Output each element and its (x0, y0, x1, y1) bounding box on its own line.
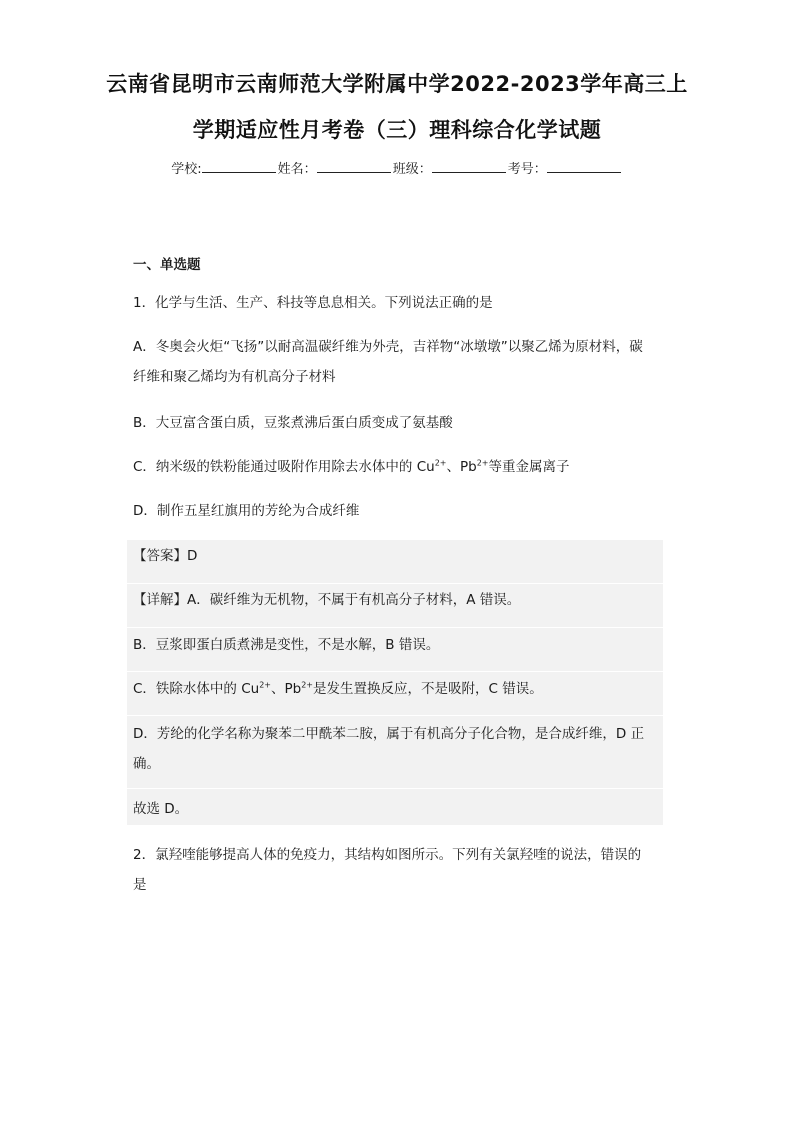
q1-option-c-sup1: 2+ (434, 458, 447, 468)
q2-stem-line1: 2．氯羟喹能够提高人体的免疫力，其结构如图所示。下列有关氯羟喹的说法，错误的 (133, 847, 642, 863)
school-label: 学校: (171, 162, 202, 177)
detail-c-sup2: 2+ (301, 680, 314, 690)
detail-b: B．豆浆即蛋白质煮沸是变性，不是水解，B 错误。 (133, 637, 440, 653)
class-label: 班级： (392, 162, 432, 177)
exam-title-line2: 学期适应性月考卷（三）理科综合化学试题 (192, 118, 602, 142)
q1-option-d: D．制作五星红旗用的芳纶为合成纤维 (133, 503, 360, 519)
name-blank[interactable] (317, 160, 391, 173)
detail-d-line1: D．芳纶的化学名称为聚苯二甲酰苯二胺，属于有机高分子化合物，是合成纤维，D 正 (133, 726, 645, 742)
q2-stem-line2: 是 (133, 877, 147, 893)
section-heading: 一、单选题 (133, 257, 201, 273)
q1-option-c-text2: 、Pb (446, 459, 477, 475)
answer-divider (127, 583, 663, 584)
detail-a: 【详解】A．碳纤维为无机物，不属于有机高分子材料，A 错误。 (133, 592, 521, 608)
q1-option-a-line2: 纤维和聚乙烯均为有机高分子材料 (133, 369, 336, 385)
q1-option-c (133, 452, 663, 482)
q1-option-c-text3: 等重金属离子 (488, 459, 570, 475)
q1-option-b: B．大豆富含蛋白质，豆浆煮沸后蛋白质变成了氨基酸 (133, 415, 453, 431)
answer-line: 【答案】D (133, 548, 198, 564)
detail-c-text1: C．铁除水体中的 Cu (133, 681, 260, 697)
detail-c (133, 674, 663, 704)
q1-stem: 1．化学与生活、生产、科技等息息相关。下列说法正确的是 (133, 295, 493, 311)
detail-c-text2: 、Pb (271, 681, 302, 697)
school-blank[interactable] (202, 160, 276, 173)
detail-d-line2: 确。 (133, 756, 160, 772)
answer-divider (127, 671, 663, 672)
exam-no-label: 考号： (507, 162, 547, 177)
answer-divider (127, 788, 663, 789)
q1-option-c-text1: C．纳米级的铁粉能通过吸附作用除去水体中的 Cu (133, 459, 435, 475)
exam-no-blank[interactable] (547, 160, 621, 173)
class-blank[interactable] (432, 160, 506, 173)
student-info-line (0, 158, 794, 177)
q1-option-a-line1: A．冬奥会火炬“飞扬”以耐高温碳纤维为外壳，吉祥物“冰墩墩”以聚乙烯为原材料，碳 (133, 339, 643, 355)
detail-c-text3: 是发生置换反应，不是吸附，C 错误。 (313, 681, 543, 697)
q1-option-c-sup2: 2+ (476, 458, 489, 468)
answer-divider (127, 715, 663, 716)
answer-conclusion: 故选 D。 (133, 801, 189, 817)
detail-c-sup1: 2+ (259, 680, 271, 690)
exam-title-line1: 云南省昆明市云南师范大学附属中学2022-2023学年高三上 (106, 72, 688, 96)
answer-divider (127, 627, 663, 628)
name-label: 姓名： (277, 162, 317, 177)
